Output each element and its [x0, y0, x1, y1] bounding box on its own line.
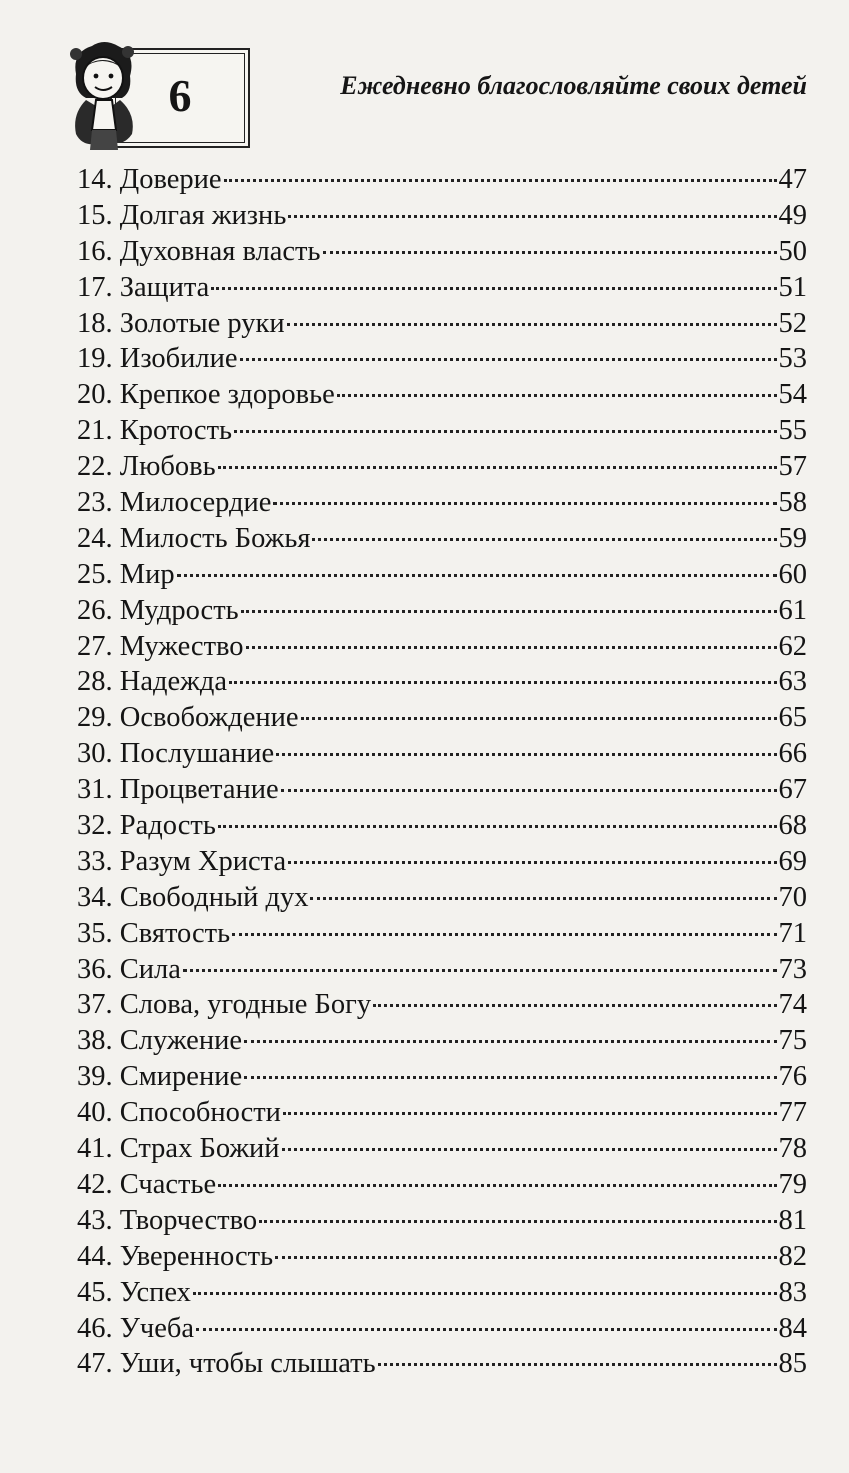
toc-entry-title: 30. Послушание — [77, 738, 275, 770]
toc-entry-title: 18. Золотые руки — [77, 307, 285, 339]
toc-entry-title: 46. Учеба — [77, 1312, 195, 1344]
toc-entry-title: 15. Долгая жизнь — [77, 199, 287, 231]
dot-leader — [218, 466, 777, 469]
toc-entry-page: 75 — [778, 1025, 807, 1057]
toc-entry-title: 38. Служение — [77, 1025, 242, 1057]
dot-leader — [229, 681, 777, 684]
toc-entry-title: 33. Разум Христа — [77, 845, 287, 877]
toc-entry-title: 31. Процветание — [77, 774, 279, 806]
dot-leader — [281, 789, 777, 792]
toc-entry-page: 60 — [778, 558, 807, 590]
toc-entry-page: 47 — [778, 164, 807, 195]
toc-entry-page: 66 — [778, 738, 807, 770]
toc-entry — [77, 1203, 807, 1239]
toc-entry — [77, 557, 807, 593]
dot-leader — [282, 1148, 777, 1151]
dot-leader — [177, 574, 777, 577]
dot-leader — [218, 825, 777, 828]
toc-entry — [77, 1275, 807, 1311]
toc-entry-page: 70 — [778, 881, 807, 913]
dot-leader — [273, 502, 776, 505]
dot-leader — [224, 179, 777, 182]
toc-entry-page: 58 — [778, 487, 807, 519]
toc-entry — [77, 880, 807, 916]
toc-entry-page: 68 — [778, 810, 807, 842]
toc-entry-title: 29. Освобождение — [77, 702, 299, 734]
toc-entry-page: 76 — [778, 1061, 807, 1093]
dot-leader — [196, 1328, 776, 1331]
toc-entry-title: 47. Уши, чтобы слышать — [77, 1348, 376, 1380]
toc-entry — [77, 1167, 807, 1203]
toc-entry-page: 65 — [778, 702, 807, 734]
toc-entry — [77, 736, 807, 772]
toc-entry-title: 34. Свободный дух — [77, 881, 309, 913]
toc-entry — [77, 1059, 807, 1095]
toc-entry-page: 50 — [778, 235, 807, 267]
dot-leader — [310, 897, 776, 900]
toc-entry-page: 54 — [778, 379, 807, 411]
toc-entry — [77, 377, 807, 413]
toc-entry — [77, 198, 807, 234]
toc-entry-page: 77 — [778, 1097, 807, 1129]
toc-entry-page: 52 — [778, 307, 807, 339]
toc-entry-page: 84 — [778, 1312, 807, 1344]
girl-portrait-icon — [62, 34, 146, 152]
toc-entry — [77, 772, 807, 808]
dot-leader — [301, 717, 777, 720]
toc-entry-title: 41. Страх Божий — [77, 1133, 280, 1165]
toc-entry — [77, 593, 807, 629]
toc-entry-page: 79 — [778, 1168, 807, 1200]
toc-entry-page: 55 — [778, 415, 807, 447]
dot-leader — [373, 1004, 776, 1007]
toc-entry-title: 27. Мужество — [77, 630, 244, 662]
dot-leader — [276, 753, 776, 756]
dot-leader — [241, 610, 777, 613]
toc-entry-page: 61 — [778, 594, 807, 626]
dot-leader — [211, 287, 776, 290]
toc-entry — [77, 1131, 807, 1167]
dot-leader — [234, 430, 776, 433]
toc-entry-page: 67 — [778, 774, 807, 806]
dot-leader — [378, 1363, 777, 1366]
toc-entry-title: 21. Кротость — [77, 415, 233, 447]
toc-entry — [77, 413, 807, 449]
toc-entry-page: 69 — [778, 845, 807, 877]
toc-entry — [77, 987, 807, 1023]
toc-entry-title: 26. Мудрость — [77, 594, 239, 626]
toc-entry-page: 53 — [778, 343, 807, 375]
toc-entry — [77, 306, 807, 342]
toc-entry-title: 37. Слова, угодные Богу — [77, 989, 372, 1021]
toc-entry-title: 39. Смирение — [77, 1061, 243, 1093]
toc-entry-title: 35. Святость — [77, 917, 231, 949]
dot-leader — [337, 394, 777, 397]
dot-leader — [288, 861, 776, 864]
toc-entry — [77, 162, 807, 198]
dot-leader — [244, 1040, 777, 1043]
toc-entry-page: 51 — [778, 271, 807, 303]
dot-leader — [193, 1292, 777, 1295]
toc-entry-page: 82 — [778, 1240, 807, 1272]
dot-leader — [232, 933, 776, 936]
toc-entry-title: 44. Уверенность — [77, 1240, 274, 1272]
toc-entry-page: 85 — [778, 1348, 807, 1380]
toc-entry-title: 22. Любовь — [77, 451, 216, 483]
dot-leader — [288, 215, 776, 218]
toc-entry-title: 40. Способности — [77, 1097, 281, 1129]
toc-entry — [77, 916, 807, 952]
dot-leader — [246, 646, 777, 649]
toc-entry-title: 32. Радость — [77, 810, 216, 842]
toc-entry-title: 45. Успех — [77, 1276, 191, 1308]
toc-entry — [77, 700, 807, 736]
toc-entry-title: 23. Милосердие — [77, 487, 272, 519]
toc-entry-page: 81 — [778, 1204, 807, 1236]
dot-leader — [312, 538, 776, 541]
table-of-contents — [77, 162, 807, 1382]
dot-leader — [287, 323, 777, 326]
toc-entry — [77, 1346, 807, 1382]
toc-entry-page: 63 — [778, 666, 807, 698]
toc-entry — [77, 1095, 807, 1131]
toc-entry-page: 62 — [778, 630, 807, 662]
toc-entry-page: 78 — [778, 1133, 807, 1165]
toc-entry-page: 74 — [778, 989, 807, 1021]
toc-entry-title: 17. Защита — [77, 271, 210, 303]
toc-entry-page: 57 — [778, 451, 807, 483]
toc-entry-title: 14. Доверие — [77, 164, 222, 195]
toc-entry — [77, 521, 807, 557]
dot-leader — [183, 969, 777, 972]
toc-entry — [77, 270, 807, 306]
toc-entry-title: 20. Крепкое здоровье — [77, 379, 335, 411]
dot-leader — [244, 1076, 776, 1079]
toc-entry — [77, 629, 807, 665]
toc-entry-title: 25. Мир — [77, 558, 175, 590]
page-number: 6 — [168, 70, 192, 121]
dot-leader — [283, 1112, 777, 1115]
page-header — [0, 0, 849, 170]
toc-entry-page: 71 — [778, 917, 807, 949]
toc-entry — [77, 485, 807, 521]
toc-entry-title: 24. Милость Божья — [77, 522, 311, 554]
dot-leader — [259, 1220, 776, 1223]
toc-entry — [77, 341, 807, 377]
toc-entry — [77, 234, 807, 270]
running-title: Ежедневно благословляйте своих детей — [340, 71, 807, 100]
toc-entry — [77, 808, 807, 844]
dot-leader — [275, 1256, 776, 1259]
toc-entry-page: 83 — [778, 1276, 807, 1308]
toc-entry-title: 28. Надежда — [77, 666, 227, 698]
toc-entry-title: 42. Счастье — [77, 1168, 217, 1200]
dot-leader — [240, 358, 777, 361]
dot-leader — [218, 1184, 776, 1187]
toc-entry — [77, 1023, 807, 1059]
toc-entry-title: 43. Творчество — [77, 1204, 258, 1236]
toc-entry — [77, 449, 807, 485]
toc-entry-title: 36. Сила — [77, 953, 181, 985]
toc-entry-page: 49 — [778, 199, 807, 231]
toc-entry-title: 16. Духовная власть — [77, 235, 321, 267]
toc-entry — [77, 664, 807, 700]
toc-entry-page: 59 — [778, 522, 807, 554]
dot-leader — [323, 251, 777, 254]
toc-entry-title: 19. Изобилие — [77, 343, 238, 375]
toc-entry-page: 73 — [778, 953, 807, 985]
toc-entry — [77, 844, 807, 880]
toc-entry — [77, 1239, 807, 1275]
toc-entry — [77, 952, 807, 988]
toc-entry — [77, 1311, 807, 1347]
